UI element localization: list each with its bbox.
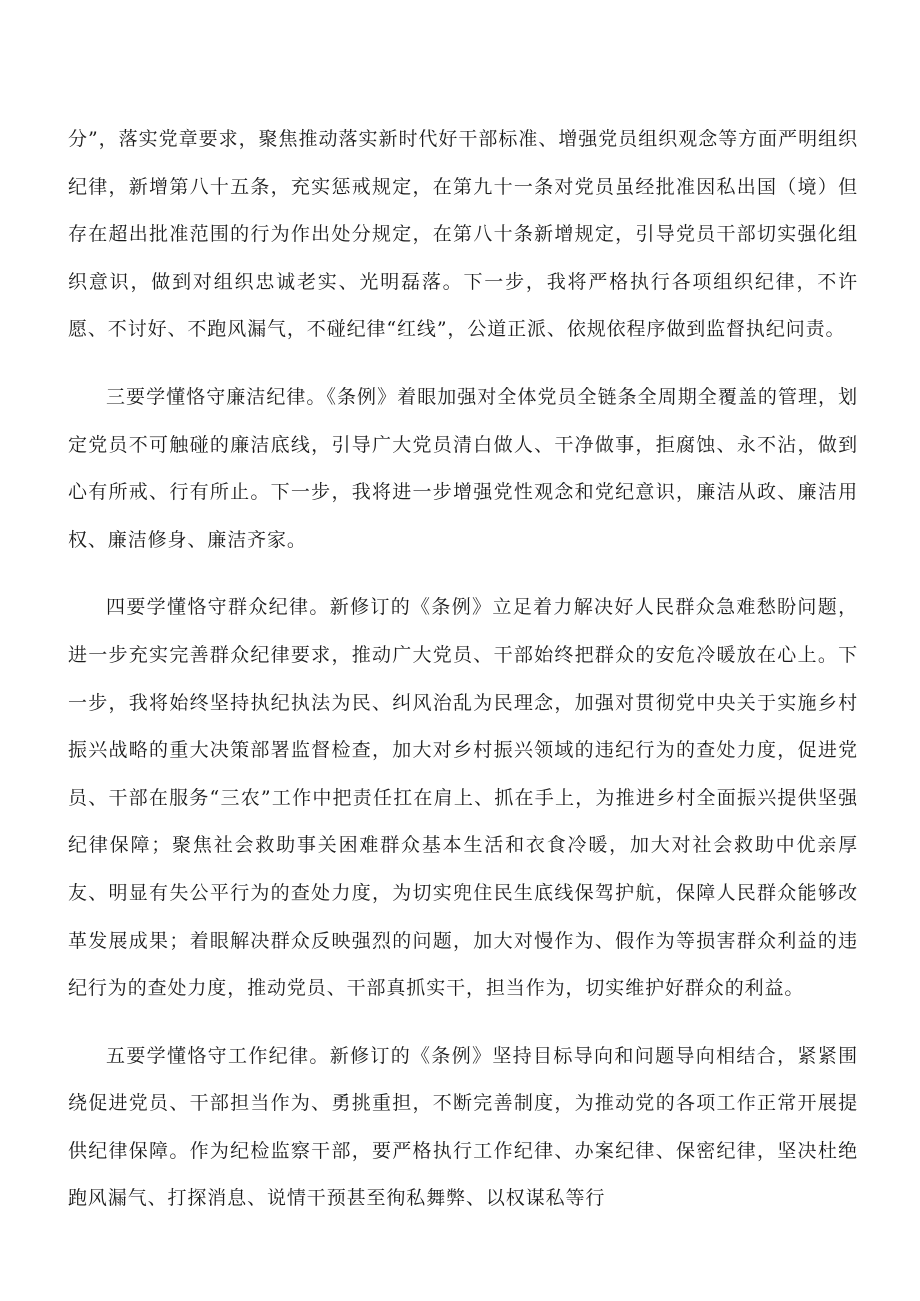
- paragraph-integrity-discipline: 三要学懂恪守廉洁纪律。《条例》着眼加强对全体党员全链条全周期全覆盖的管理，划定党员不可触碰的廉洁底线，引导广大党员清白做人、干净做事，拒腐蚀、永不沾，做到心有所戒、行有所止。下一步，我将进一步增强党性观念和党纪意识，廉洁从政、廉洁用权、廉洁修身、廉洁齐家。: [68, 385, 858, 551]
- paragraph-mass-discipline: 四要学懂恪守群众纪律。新修订的《条例》立足着力解决好人民群众急难愁盼问题，进一步充实完善群众纪律要求，推动广大党员、干部始终把群众的安危冷暖放在心上。下一步，我将始终坚持执纪执法为民、纠风治乱为民理念，加强对贯彻党中央关于实施乡村振兴战略的重大决策部署监督检查，加大对乡村振兴领域的违纪行为的查处力度，促进党员、干部在服务“三农”工作中把责任扛在肩上、抓在手上，为推进乡村全面振兴提供坚强纪律保障；聚焦社会救助事关困难群众基本生活和衣食冷暖，加大对社会救助中优亲厚友、明显有失公平行为的查处力度，为切实兜住民生底线保驾护航，保障人民群众能够改革发展成果；着眼解决群众反映强烈的问题，加大对慢作为、假作为等损害群众利益的违纪行为的查处力度，推动党员、干部真抓实干，担当作为，切实维护好群众的利益。: [68, 596, 858, 1000]
- document-body: [68, 116, 858, 1243]
- paragraph-work-discipline: 五要学懂恪守工作纪律。新修订的《条例》坚持目标导向和问题导向相结合，紧紧围绕促进党员、干部担当作为、勇挑重担，不断完善制度，为推动党的各项工作正常开展提供纪律保障。作为纪检监察干部，要严格执行工作纪律、办案纪律、保密纪律，坚决杜绝跑风漏气、打探消息、说情干预甚至徇私舞弊、以权谋私等行: [68, 1044, 858, 1210]
- paragraph-organization-discipline: 分”，落实党章要求，聚焦推动落实新时代好干部标准、增强党员组织观念等方面严明组织纪律，新增第八十五条，充实惩戒规定，在第九十一条对党员虽经批准因私出国（境）但存在超出批准范围的行为作出处分规定，在第八十条新增规定，引导党员干部切实强化组织意识，做到对组织忠诚老实、光明磊落。下一步，我将严格执行各项组织纪律，不许愿、不讨好、不跑风漏气，不碰纪律“红线”，公道正派、依规依程序做到监督执纪问责。: [68, 128, 858, 341]
